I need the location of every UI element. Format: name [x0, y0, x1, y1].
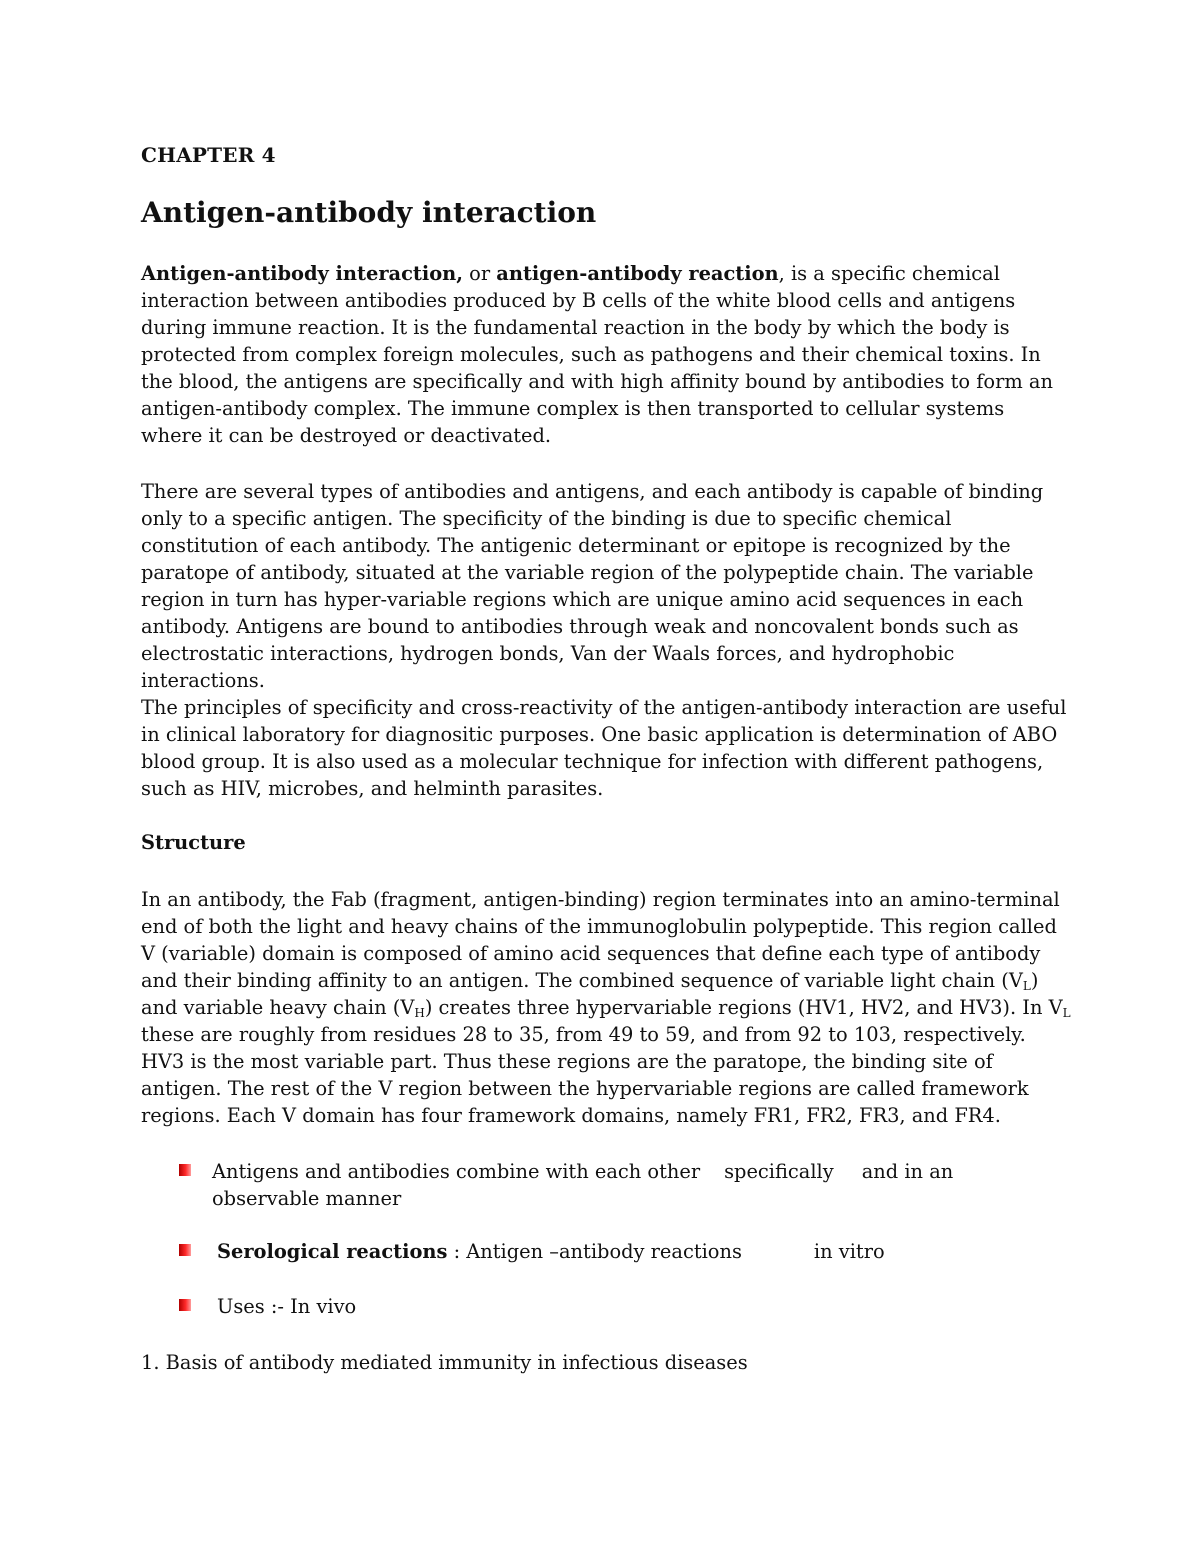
term-antigen-antibody-interaction: Antigen-antibody interaction,	[141, 262, 464, 285]
bullet-1-part-3: and in an observable manner	[212, 1160, 954, 1210]
structure-text-1: In an antibody, the Fab (fragment, antigen-binding) region terminates into an amino-terminal end of both the light and heavy chains of the immunoglobulin polypeptide. This region called V (variable) domain is composed of amino acid sequences that define each type of antibody and their binding affinity to an antigen. The combined sequence of variable light chain (V	[141, 888, 1060, 992]
bullet-2-term: Serological reactions	[217, 1240, 448, 1263]
bullet-square-icon	[179, 1164, 191, 1176]
bullet-text-3: Uses :- In vivo	[217, 1295, 357, 1318]
term-antigen-antibody-reaction: antigen-antibody reaction	[496, 262, 779, 285]
bullet-square-icon	[179, 1244, 191, 1256]
bullet-text-1	[212, 1158, 1062, 1212]
structure-text-3: ) creates three hypervariable regions (HV1, HV2, and HV3). In V	[424, 996, 1063, 1019]
paragraph-principles: The principles of specificity and cross-reactivity of the antigen-antibody interaction are useful in clinical laboratory for diagnositic purposes. One basic application is determination of ABO blood group. It is also used as a molecular technique for infection with different pathogens, such as HIV, microbes, and helminth parasites.	[141, 696, 1067, 800]
bullet-2-part-2: in vitro	[813, 1240, 885, 1263]
bullet-1-part-2: specifically	[724, 1160, 834, 1183]
subscript-l-2: L	[1062, 1006, 1071, 1020]
subscript-h: H	[414, 1006, 425, 1020]
paragraph-structure	[141, 886, 1071, 1129]
structure-text-2: ) and variable heavy chain (V	[141, 969, 1039, 1019]
bullet-2-part-1: : Antigen –antibody reactions	[447, 1240, 742, 1263]
bullet-square-icon	[179, 1299, 191, 1311]
paragraph-types: There are several types of antibodies and antigens, and each antibody is capable of binding only to a specific antigen. The specificity of the binding is due to specific chemical constitution of each antibody. The antigenic determinant or epitope is recognized by the paratope of antibody, situated at the variable region of the polypeptide chain. The variable region in turn has hyper-variable regions which are unique amino acid sequences in each antibody. Antigens are bound to antibodies through weak and noncovalent bonds such as electrostatic interactions, hydrogen bonds, Van der Waals forces, and hydrophobic interactions.	[141, 480, 1044, 692]
paragraph-intro	[141, 260, 1071, 449]
connector-text: or	[463, 262, 497, 285]
subscript-l: L	[1022, 979, 1031, 993]
bullet-1-part-1: Antigens and antibodies combine with each other	[212, 1160, 701, 1183]
chapter-label: CHAPTER 4	[141, 143, 276, 167]
numbered-item-1: 1. Basis of antibody mediated immunity in infectious diseases	[141, 1351, 748, 1374]
section-heading-structure: Structure	[141, 831, 246, 854]
intro-text: , is a specific chemical interaction between antibodies produced by B cells of the white blood cells and antigens during immune reaction. It is the fundamental reaction in the body by which the body is protected from complex foreign molecules, such as pathogens and their chemical toxins. In the blood, the antigens are specifically and with high affinity bound by antibodies to form an antigen-antibody complex. The immune complex is then transported to cellular systems where it can be destroyed or deactivated.	[141, 262, 1053, 447]
structure-text-4: these are roughly from residues 28 to 35, from 49 to 59, and from 92 to 103, respectively. HV3 is the most variable part. Thus these regions are the paratope, the binding site of antigen. The rest of the V region between the hypervariable regions are called framework regions. Each V domain has four framework domains, namely FR1, FR2, FR3, and FR4.	[141, 1023, 1029, 1127]
bullet-text-2	[217, 1238, 1067, 1265]
page-title: Antigen-antibody interaction	[141, 196, 597, 229]
